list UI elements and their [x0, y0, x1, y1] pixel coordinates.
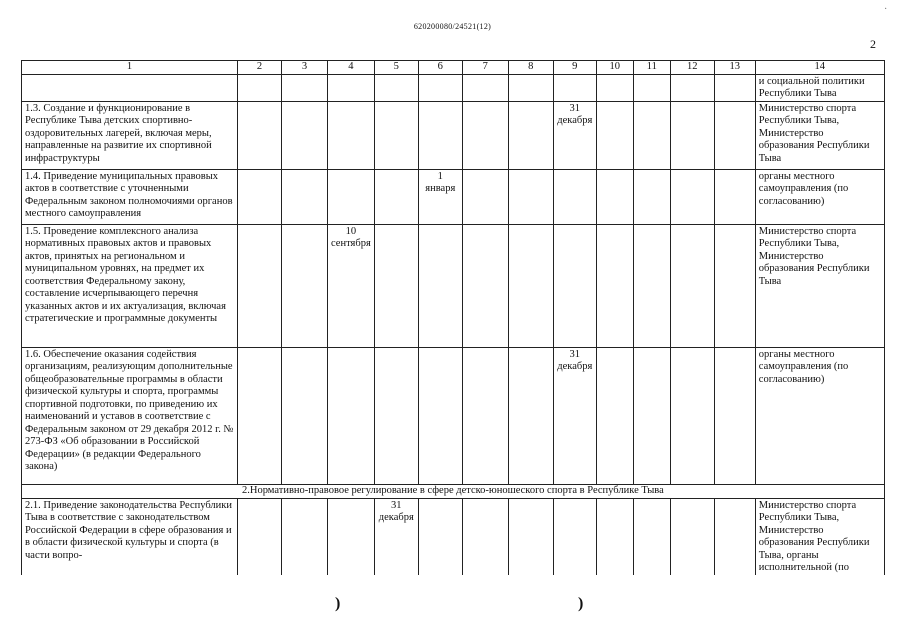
document-id: 620200080/24521(12) — [413, 22, 492, 31]
deadline-cell: 31 декабря — [553, 347, 596, 484]
deadline-cell: 31 декабря — [553, 101, 596, 169]
measure-cell: 1.6. Обеспечение оказания содействия организациям, реализующим дополнительные общеобразовательные программы в области физической культуры и спорта, программы спортивной подготовки, по приведению их наименований и уставов в соответствие с Федеральным законом от 29 декабря 2012 г. № 273-ФЗ «Об образовании в Российской Федерации» (в редакции Федерального закона) — [22, 347, 238, 484]
deadline-cell: 10 сентября — [328, 224, 375, 347]
table-row — [22, 498, 885, 575]
deadline-cell: 1 января — [418, 169, 462, 224]
page-number: 2 — [870, 37, 876, 51]
section-row — [22, 484, 885, 498]
header-cell: 11 — [633, 61, 670, 75]
header-cell: 3 — [282, 61, 328, 75]
table-row — [22, 101, 885, 169]
plan-table — [21, 60, 885, 575]
header-cell: 6 — [418, 61, 462, 75]
header-cell: 8 — [508, 61, 553, 75]
header-cell: 12 — [670, 61, 714, 75]
header-cell: 2 — [238, 61, 282, 75]
header-cell: 1 — [22, 61, 238, 75]
header-cell: 4 — [328, 61, 375, 75]
responsible-cell: органы местного самоуправления (по согласованию) — [755, 169, 884, 224]
responsible-cell: Министерство спорта Республики Тыва, Министерство образования Республики Тыва — [755, 224, 884, 347]
responsible-cell: органы местного самоуправления (по согласованию) — [755, 347, 884, 484]
measure-cell: 1.4. Приведение муниципальных правовых актов в соответствие с уточненными Федеральным законом полномочиями органов местного самоуправления — [22, 169, 238, 224]
header-cell: 10 — [596, 61, 633, 75]
section-title: 2.Нормативно-правовое регулирование в сфере детско-юношеского спорта в Республике Тыва — [22, 484, 885, 498]
header-cell: 5 — [374, 61, 418, 75]
header-cell: 14 — [755, 61, 884, 75]
responsible-cell: Министерство спорта Республики Тыва, Министерство образования Республики Тыва — [755, 101, 884, 169]
measure-cell: 2.1. Приведение законодательства Республики Тыва в соответствие с законодательством Российской Федерации в сфере образования и в области физической культуры и спорта (в части вопро- — [22, 498, 238, 575]
header-cell: 13 — [714, 61, 755, 75]
table-row — [22, 169, 885, 224]
binding-hole-mark: ) — [335, 595, 341, 612]
measure-cell: 1.3. Создание и функционирование в Республике Тыва детских спортивно-оздоровительных лагерей, включая меры, направленные на развитие их спортивной инфраструктуры — [22, 101, 238, 169]
responsible-cell: Министерство спорта Республики Тыва, Министерство образования Республики Тыва, органы исполнительной (по — [755, 498, 884, 575]
deadline-cell: 31 декабря — [374, 498, 418, 575]
responsible-cell: и социальной политики Республики Тыва — [755, 74, 884, 101]
table-row — [22, 347, 885, 484]
table-row — [22, 74, 885, 101]
corner-mark: · — [884, 4, 888, 15]
header-cell: 7 — [462, 61, 508, 75]
measure-cell: 1.5. Проведение комплексного анализа нормативных правовых актов и правовых актов, принятых на региональном и муниципальном уровнях, на предмет их соответствия Федеральному закону, составление исчерпывающего перечня указанных актов и их актуализация, включая стратегические и программные документы — [22, 224, 238, 347]
binding-hole-mark: ) — [578, 595, 584, 612]
header-row — [22, 61, 885, 75]
table-row — [22, 224, 885, 347]
header-cell: 9 — [553, 61, 596, 75]
